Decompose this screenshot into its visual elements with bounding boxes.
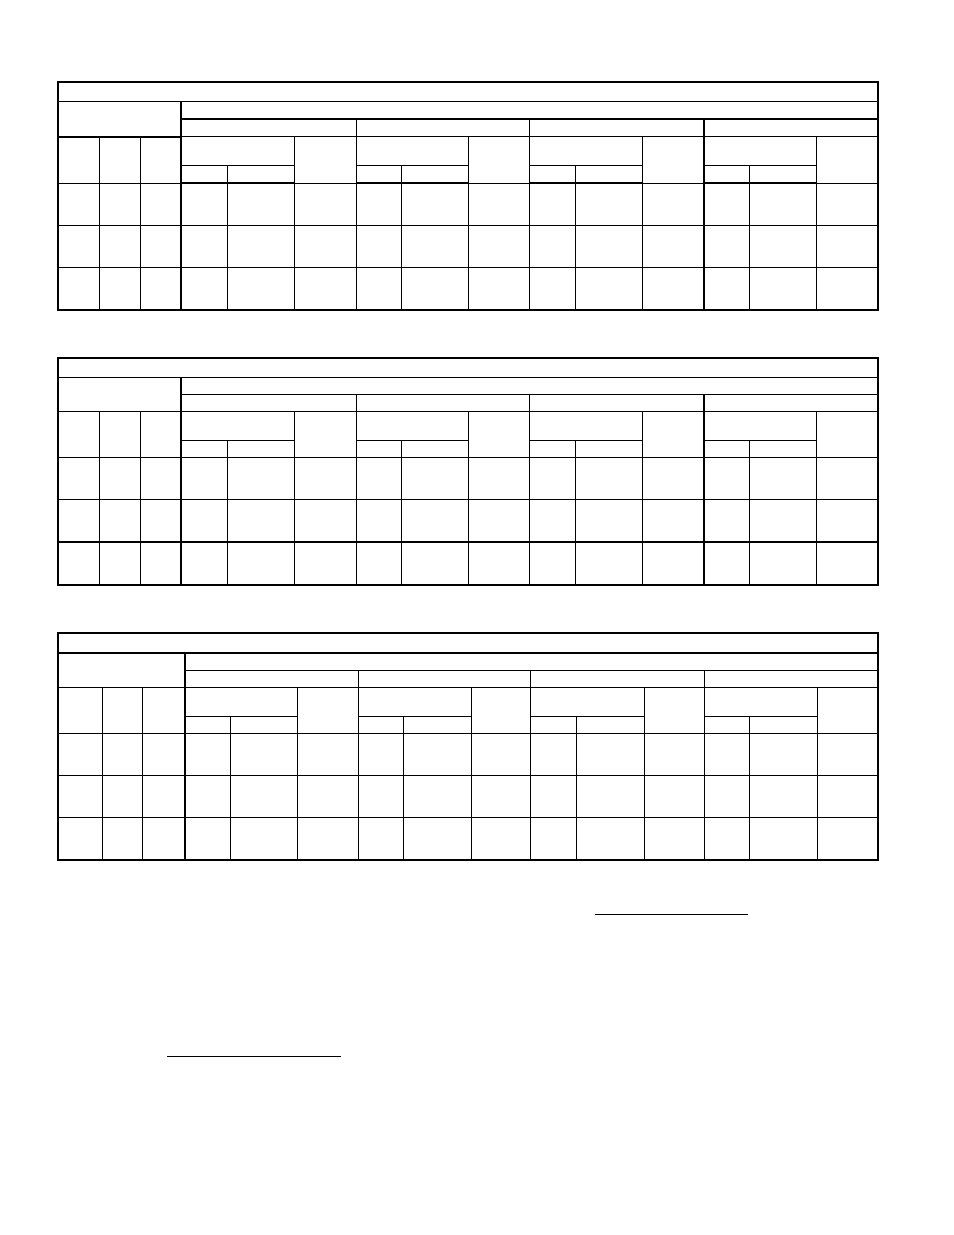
header-section-4 bbox=[704, 119, 878, 137]
table-cell bbox=[99, 458, 140, 500]
column-header bbox=[181, 412, 294, 441]
table-cell bbox=[749, 500, 816, 543]
table-cell bbox=[58, 226, 99, 268]
table-cell bbox=[575, 226, 642, 268]
table-cell bbox=[294, 183, 356, 226]
table-cell bbox=[749, 226, 816, 268]
table-cell bbox=[530, 818, 576, 861]
table-row bbox=[58, 500, 878, 543]
table-row bbox=[58, 268, 878, 311]
column-subheader bbox=[403, 717, 471, 734]
table-cell bbox=[575, 268, 642, 311]
column-subheader bbox=[230, 717, 297, 734]
table-row bbox=[58, 734, 878, 776]
column-header bbox=[704, 412, 816, 441]
table-cell bbox=[99, 183, 140, 226]
column-header bbox=[644, 688, 704, 734]
table-cell bbox=[816, 500, 878, 543]
table-cell bbox=[142, 818, 185, 861]
table-cell bbox=[704, 776, 749, 818]
table-cell bbox=[401, 226, 468, 268]
column-subheader bbox=[704, 441, 749, 458]
table-cell bbox=[468, 458, 529, 500]
table-cell bbox=[142, 776, 185, 818]
table-cell bbox=[575, 183, 642, 226]
table-cell bbox=[99, 268, 140, 311]
column-subheader bbox=[401, 166, 468, 184]
column-header bbox=[356, 412, 468, 441]
table-cell bbox=[58, 776, 102, 818]
table-row bbox=[58, 542, 878, 585]
column-header bbox=[468, 137, 529, 184]
table-cell bbox=[140, 458, 181, 500]
table-cell bbox=[749, 458, 816, 500]
table-cell bbox=[58, 818, 102, 861]
column-header bbox=[358, 688, 471, 717]
table-cell bbox=[185, 776, 230, 818]
header-group-right bbox=[181, 102, 878, 120]
table-cell bbox=[356, 268, 401, 311]
column-header bbox=[356, 137, 468, 166]
table-cell bbox=[401, 268, 468, 311]
column-subheader bbox=[576, 717, 644, 734]
header-section-2 bbox=[358, 671, 530, 688]
column-header bbox=[140, 137, 181, 184]
table-cell bbox=[749, 818, 817, 861]
header-group-left bbox=[58, 102, 181, 137]
table-cell bbox=[181, 226, 227, 268]
table-cell bbox=[704, 268, 749, 311]
column-subheader bbox=[575, 441, 642, 458]
table-cell bbox=[816, 226, 878, 268]
table-cell bbox=[58, 458, 99, 500]
table-cell bbox=[227, 226, 294, 268]
column-subheader bbox=[749, 166, 816, 184]
header-section-3 bbox=[529, 119, 704, 137]
table-cell bbox=[816, 458, 878, 500]
table-cell bbox=[529, 500, 575, 543]
table-cell bbox=[468, 226, 529, 268]
column-header bbox=[142, 688, 185, 734]
column-header bbox=[99, 137, 140, 184]
table-cell bbox=[58, 500, 99, 543]
column-subheader bbox=[358, 717, 403, 734]
table-cell bbox=[642, 500, 704, 543]
table-title-cell bbox=[58, 358, 878, 378]
table-cell bbox=[817, 734, 878, 776]
table-cell bbox=[642, 183, 704, 226]
column-subheader bbox=[575, 166, 642, 184]
table-cell bbox=[471, 734, 530, 776]
blank-table-3 bbox=[57, 632, 879, 861]
table-cell bbox=[401, 500, 468, 543]
table-cell bbox=[468, 542, 529, 585]
column-subheader bbox=[181, 166, 227, 184]
table-cell bbox=[576, 734, 644, 776]
table-cell bbox=[575, 542, 642, 585]
table-cell bbox=[704, 458, 749, 500]
table-cell bbox=[99, 542, 140, 585]
column-header bbox=[816, 137, 878, 184]
table-cell bbox=[181, 458, 227, 500]
table-row bbox=[58, 776, 878, 818]
table-cell bbox=[58, 183, 99, 226]
table-cell bbox=[297, 734, 358, 776]
column-subheader bbox=[185, 717, 230, 734]
table-title-cell bbox=[58, 633, 878, 653]
header-section-1 bbox=[181, 395, 356, 412]
table-cell bbox=[644, 776, 704, 818]
table-cell bbox=[403, 776, 471, 818]
table-cell bbox=[58, 268, 99, 311]
table-title-cell bbox=[58, 82, 878, 102]
table-cell bbox=[356, 226, 401, 268]
table-cell bbox=[749, 776, 817, 818]
column-subheader bbox=[749, 717, 817, 734]
table-cell bbox=[529, 458, 575, 500]
header-section-3 bbox=[530, 671, 704, 688]
column-subheader bbox=[704, 717, 749, 734]
column-subheader bbox=[356, 441, 401, 458]
table-cell bbox=[816, 542, 878, 585]
table-cell bbox=[816, 268, 878, 311]
signature-line-left[interactable] bbox=[167, 1056, 341, 1057]
column-subheader bbox=[749, 441, 816, 458]
table-cell bbox=[58, 542, 99, 585]
table-cell bbox=[642, 542, 704, 585]
table-cell bbox=[468, 268, 529, 311]
table-cell bbox=[356, 183, 401, 226]
table-cell bbox=[102, 776, 142, 818]
signature-line-right[interactable] bbox=[595, 914, 748, 915]
table-cell bbox=[749, 542, 816, 585]
column-header bbox=[297, 688, 358, 734]
table-cell bbox=[227, 268, 294, 311]
header-group-left bbox=[58, 653, 185, 688]
table-cell bbox=[356, 500, 401, 543]
table-cell bbox=[294, 458, 356, 500]
table-cell bbox=[530, 776, 576, 818]
header-group-right bbox=[181, 378, 878, 395]
table-cell bbox=[704, 226, 749, 268]
table-cell bbox=[227, 183, 294, 226]
table-cell bbox=[227, 500, 294, 543]
table-cell bbox=[576, 818, 644, 861]
table-cell bbox=[817, 776, 878, 818]
table-cell bbox=[181, 500, 227, 543]
table-cell bbox=[181, 542, 227, 585]
column-header bbox=[529, 137, 642, 166]
header-group-right bbox=[185, 653, 878, 671]
column-header bbox=[294, 412, 356, 458]
table-cell bbox=[468, 183, 529, 226]
header-section-2 bbox=[356, 395, 529, 412]
table-cell bbox=[403, 734, 471, 776]
column-header bbox=[58, 137, 99, 184]
table-cell bbox=[576, 776, 644, 818]
table-cell bbox=[185, 734, 230, 776]
table-row bbox=[58, 183, 878, 226]
table-cell bbox=[102, 818, 142, 861]
table-cell bbox=[704, 542, 749, 585]
table-cell bbox=[358, 818, 403, 861]
table-cell bbox=[749, 734, 817, 776]
table-cell bbox=[704, 500, 749, 543]
table-cell bbox=[230, 776, 297, 818]
column-subheader bbox=[529, 441, 575, 458]
table-cell bbox=[644, 734, 704, 776]
header-section-1 bbox=[181, 119, 356, 137]
column-header bbox=[816, 412, 878, 458]
table-cell bbox=[575, 500, 642, 543]
table-cell bbox=[297, 776, 358, 818]
table-cell bbox=[230, 818, 297, 861]
column-header bbox=[704, 137, 816, 166]
table-cell bbox=[642, 458, 704, 500]
table-row bbox=[58, 458, 878, 500]
table-cell bbox=[644, 818, 704, 861]
table-cell bbox=[294, 226, 356, 268]
table-cell bbox=[468, 500, 529, 543]
table-cell bbox=[142, 734, 185, 776]
table-cell bbox=[185, 818, 230, 861]
table-cell bbox=[227, 542, 294, 585]
column-subheader bbox=[530, 717, 576, 734]
table-cell bbox=[356, 542, 401, 585]
table-cell bbox=[471, 818, 530, 861]
column-header bbox=[102, 688, 142, 734]
column-header bbox=[294, 137, 356, 184]
blank-table-1 bbox=[57, 81, 879, 311]
column-header bbox=[181, 137, 294, 166]
table-cell bbox=[749, 268, 816, 311]
column-header bbox=[642, 137, 704, 184]
column-subheader bbox=[529, 166, 575, 184]
column-header bbox=[140, 412, 181, 458]
column-subheader bbox=[181, 441, 227, 458]
table-cell bbox=[529, 183, 575, 226]
table-cell bbox=[181, 183, 227, 226]
column-header bbox=[185, 688, 297, 717]
header-section-4 bbox=[704, 395, 878, 412]
table-cell bbox=[140, 226, 181, 268]
table-cell bbox=[529, 542, 575, 585]
table-cell bbox=[704, 734, 749, 776]
table-cell bbox=[401, 183, 468, 226]
table-cell bbox=[102, 734, 142, 776]
table-cell bbox=[401, 542, 468, 585]
column-subheader bbox=[356, 166, 401, 184]
table-cell bbox=[704, 183, 749, 226]
table-cell bbox=[297, 818, 358, 861]
column-subheader bbox=[227, 441, 294, 458]
table-cell bbox=[58, 734, 102, 776]
column-header bbox=[642, 412, 704, 458]
column-subheader bbox=[227, 166, 294, 184]
column-subheader bbox=[401, 441, 468, 458]
column-header bbox=[704, 688, 817, 717]
column-header bbox=[99, 412, 140, 458]
table-cell bbox=[294, 268, 356, 311]
table-cell bbox=[575, 458, 642, 500]
table-cell bbox=[401, 458, 468, 500]
table-cell bbox=[99, 226, 140, 268]
table-cell bbox=[403, 818, 471, 861]
table-row bbox=[58, 226, 878, 268]
table-cell bbox=[294, 542, 356, 585]
column-header bbox=[58, 688, 102, 734]
header-section-1 bbox=[185, 671, 358, 688]
table-cell bbox=[817, 818, 878, 861]
table-cell bbox=[529, 268, 575, 311]
table-cell bbox=[529, 226, 575, 268]
table-cell bbox=[471, 776, 530, 818]
column-subheader bbox=[704, 166, 749, 184]
header-group-left bbox=[58, 378, 181, 412]
column-header bbox=[468, 412, 529, 458]
table-row bbox=[58, 818, 878, 861]
column-header bbox=[529, 412, 642, 441]
column-header bbox=[58, 412, 99, 458]
header-section-2 bbox=[356, 119, 529, 137]
table-cell bbox=[358, 776, 403, 818]
table-cell bbox=[642, 268, 704, 311]
column-header bbox=[530, 688, 644, 717]
table-cell bbox=[140, 542, 181, 585]
table-cell bbox=[642, 226, 704, 268]
table-cell bbox=[356, 458, 401, 500]
table-cell bbox=[227, 458, 294, 500]
table-cell bbox=[230, 734, 297, 776]
table-cell bbox=[99, 500, 140, 543]
column-header bbox=[817, 688, 878, 734]
table-cell bbox=[294, 500, 356, 543]
table-cell bbox=[816, 183, 878, 226]
table-cell bbox=[749, 183, 816, 226]
table-cell bbox=[358, 734, 403, 776]
column-header bbox=[471, 688, 530, 734]
table-cell bbox=[140, 500, 181, 543]
header-section-4 bbox=[704, 671, 878, 688]
header-section-3 bbox=[529, 395, 704, 412]
table-cell bbox=[140, 183, 181, 226]
table-cell bbox=[181, 268, 227, 311]
table-cell bbox=[530, 734, 576, 776]
table-cell bbox=[140, 268, 181, 311]
table-cell bbox=[704, 818, 749, 861]
blank-table-2 bbox=[57, 357, 879, 586]
